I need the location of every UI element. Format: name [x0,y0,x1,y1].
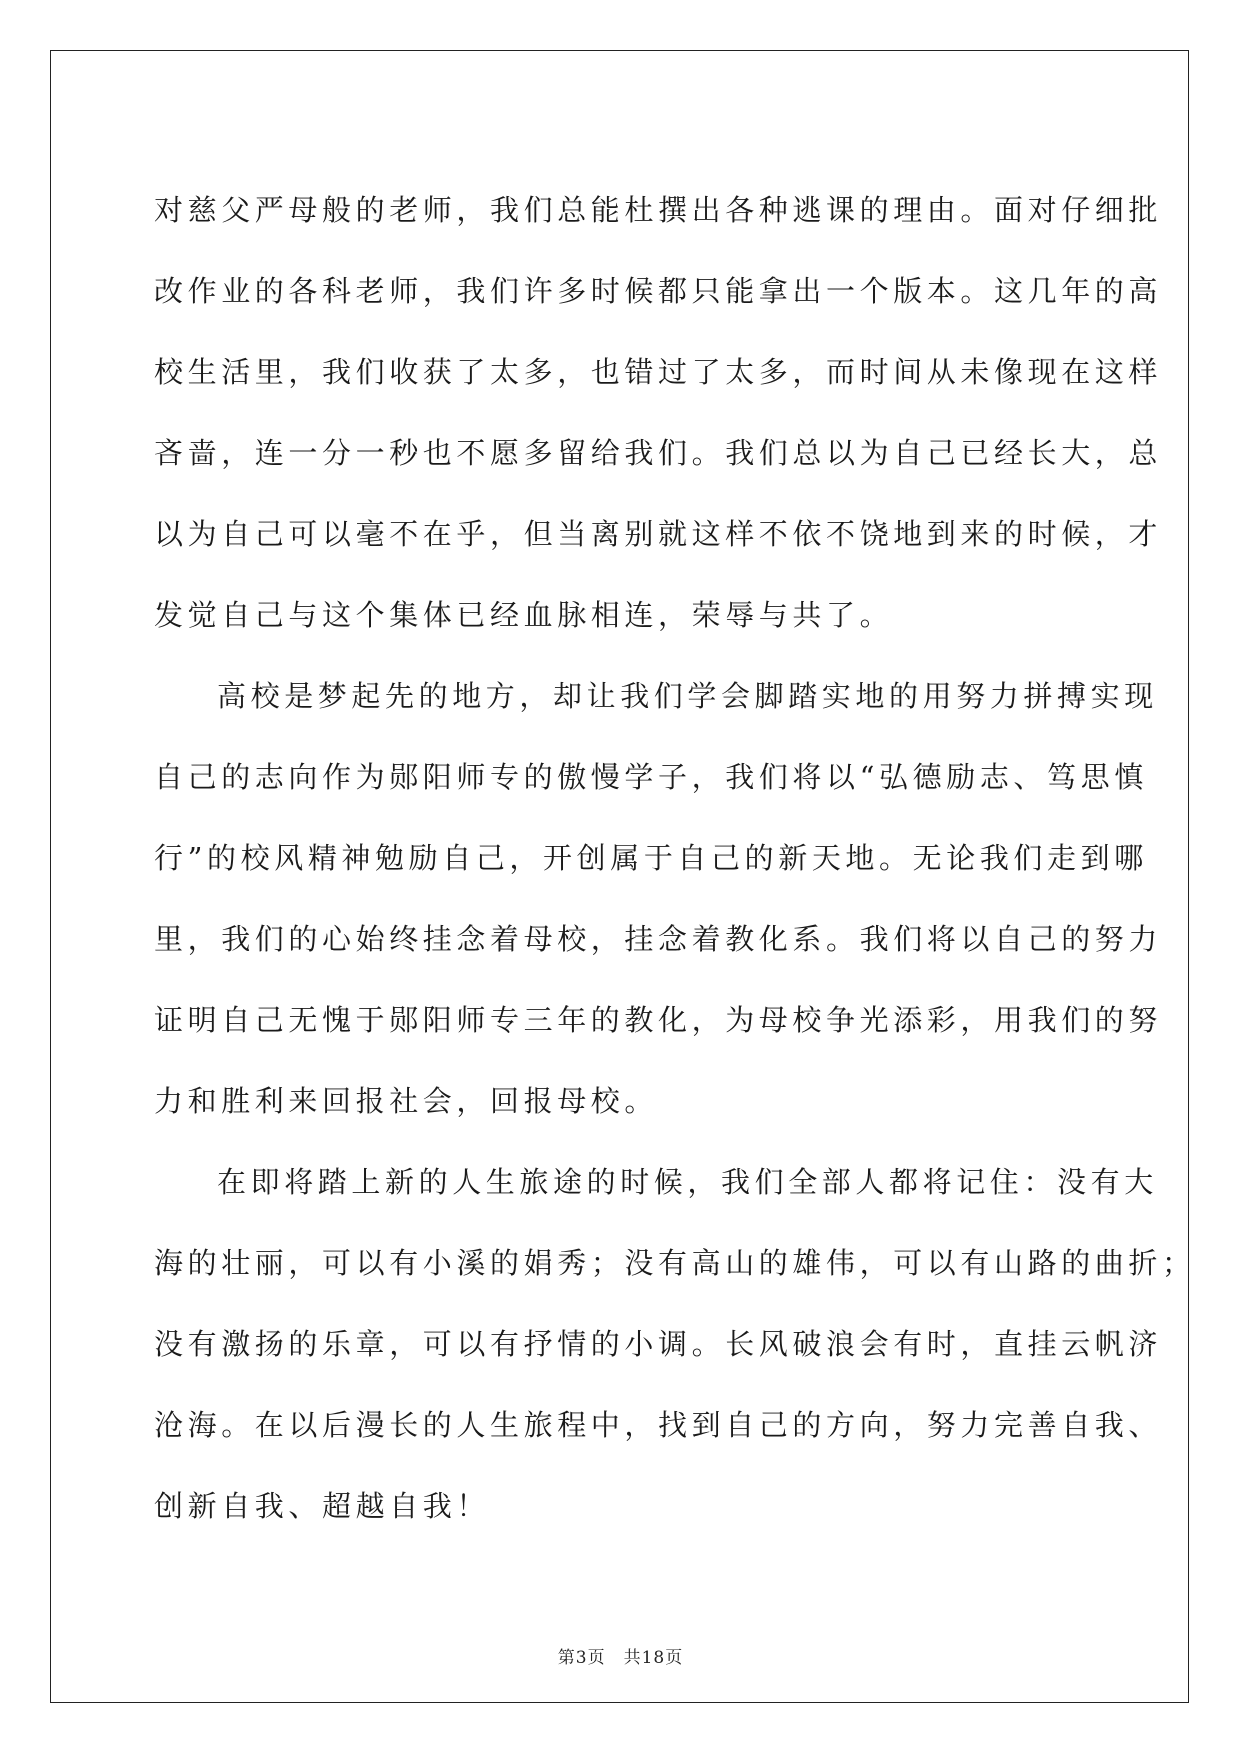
text-line: 里，我们的心始终挂念着母校，挂念着教化系。我们将以自己的努力 [154,922,1163,956]
paragraph-first-line: 在即将踏上新的人生旅途的时候，我们全部人都将记住：没有大 [217,1165,1158,1199]
text-line: 校生活里，我们收获了太多，也错过了太多，而时间从未像现在这样 [154,355,1163,389]
page-number-footer: 第3页 共18页 [557,1648,684,1668]
text-line: 证明自己无愧于郧阳师专三年的教化，为母校争光添彩，用我们的努 [154,1003,1163,1037]
text-line: 自己的志向作为郧阳师专的傲慢学子，我们将以“弘德励志、笃思慎 [154,760,1148,794]
text-line: 沧海。在以后漫长的人生旅程中，找到自己的方向，努力完善自我、 [154,1408,1163,1442]
text-line: 发觉自己与这个集体已经血脉相连，荣辱与共了。 [154,598,894,632]
text-line: 没有激扬的乐章，可以有抒情的小调。长风破浪会有时，直挂云帆济 [154,1327,1163,1361]
document-body [154,170,1196,1547]
text-line: 海的壮丽，可以有小溪的娟秀；没有高山的雄伟，可以有山路的曲折； [154,1246,1196,1280]
text-line: 改作业的各科老师，我们许多时候都只能拿出一个版本。这几年的高 [154,274,1163,308]
paragraph-first-line: 高校是梦起先的地方，却让我们学会脚踏实地的用努力拼搏实现 [217,679,1158,713]
text-line: 行”的校风精神勉励自己，开创属于自己的新天地。无论我们走到哪 [154,841,1148,875]
text-line: 吝啬，连一分一秒也不愿多留给我们。我们总以为自己已经长大，总 [154,436,1163,470]
text-line: 以为自己可以毫不在乎，但当离别就这样不依不饶地到来的时候，才 [154,517,1163,551]
text-line: 力和胜利来回报社会，回报母校。 [154,1084,659,1118]
text-line: 对慈父严母般的老师，我们总能杜撰出各种逃课的理由。面对仔细批 [154,193,1163,227]
text-line: 创新自我、超越自我！ [154,1489,491,1523]
